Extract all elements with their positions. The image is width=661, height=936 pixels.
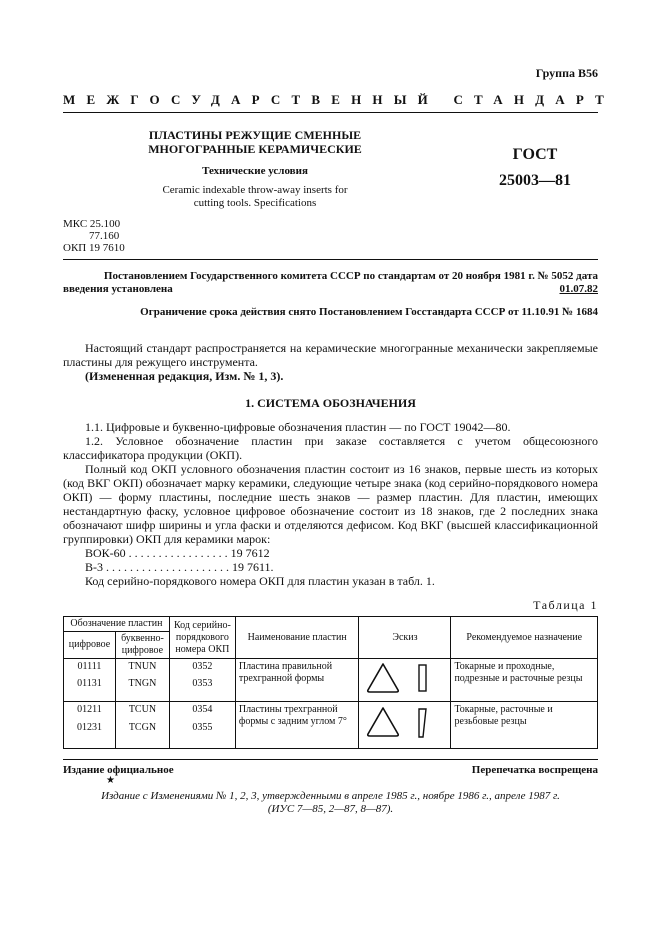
section-1-title: 1. СИСТЕМА ОБОЗНАЧЕНИЯ (245, 396, 416, 410)
th-alpha: буквенно-цифровое (115, 632, 169, 659)
validity-limit-note: Ограничение срока действия снято Постановлением Госстандарта СССР от 11.10.91 № 1684 (140, 306, 598, 318)
edition-note-line-2: (ИУС 7—85, 2—87, 8—87). (267, 803, 394, 815)
cell-code: 0352 (169, 659, 235, 676)
footer-rule (63, 759, 598, 760)
section-1-p1: 1.1. Цифровые и буквенно-цифровые обозначения пластин — по ГОСТ 19042—80. (85, 420, 511, 434)
classification-codes (63, 218, 125, 254)
mks-code: МКС 25.100 (63, 218, 121, 230)
section-1-p2: 1.2. Условное обозначение пластин при заказе составляется с учетом общесоюзного классификатора продукции (ОКП). (63, 434, 598, 462)
gost-number: 25003—81 (499, 172, 571, 189)
header-rule (63, 259, 598, 260)
cell-alpha: TNGN (115, 676, 169, 702)
cell-sketch (359, 659, 451, 702)
intro-text: Настоящий стандарт распространяется на керамические многогранные механически закрепляемые пластины для режущего инструмента. (63, 341, 598, 369)
english-title (110, 184, 400, 210)
top-rule (63, 112, 598, 113)
cell-code: 0354 (169, 702, 235, 720)
decree-text (63, 270, 598, 296)
cell-digital: 01211 (64, 702, 116, 720)
triangle-clearance-insert-sketch-icon (363, 704, 447, 742)
grade-vok60: ВОК-60 . . . . . . . . . . . . . . . . . 19 7612 (85, 546, 270, 560)
cell-name: Пластины трехгранной формы с задним углом 7° (235, 702, 359, 749)
intro-paragraph (63, 341, 598, 383)
edition-note-line-1: Издание с Изменениями № 1, 2, 3, утвержденными в апреле 1985 г., ноябре 1986 г., апреле 1987 г. (101, 790, 560, 802)
section-1-p3: Полный код ОКП условного обозначения пластин состоит из 16 знаков, первые шесть из которых (код ВКГ ОКП) обозначает марку керамики, следующие четыре знака (код серийно-порядкового номера ОКП) — форму пластины, последние шесть знаков — размер пластин. Для пластин, имеющих нестандартную фаску, условное цифровое обозначение состоит из 18 знаков, где 2 последних знака обозначают шифр ширины и угла фаски и отделяются дефисом. Код ВКГ (высшей классификационной группировки) ОКП для керамики марок: (63, 462, 598, 546)
gost-block (470, 142, 600, 194)
decree-line-2: введения установлена (63, 283, 173, 295)
title-line-2: МНОГОГРАННЫЕ КЕРАМИЧЕСКИЕ (148, 142, 362, 156)
cell-sketch (359, 702, 451, 749)
table-1-caption: Таблица 1 (533, 598, 598, 612)
decree-line-1: Постановлением Государственного комитета СССР по стандартам от 20 ноября 1981 г. № 5052 дата (103, 270, 598, 282)
table-1 (63, 616, 598, 749)
cell-name: Пластина правильной трехгранной формы (235, 659, 359, 702)
cell-alpha: TCUN (115, 702, 169, 720)
cell-digital: 01131 (64, 676, 116, 702)
english-title-line-1: Ceramic indexable throw-away inserts for (162, 184, 348, 196)
official-edition-label: Издание официальное (63, 764, 174, 776)
cell-digital: 01111 (64, 659, 116, 676)
th-name: Наименование пластин (235, 617, 359, 659)
gost-label: ГОСТ (512, 146, 558, 163)
edition-note (63, 790, 598, 816)
mks-code-2: 77.160 (89, 230, 120, 242)
th-digital: цифровое (64, 632, 116, 659)
star-icon: ★ (106, 775, 115, 786)
cell-code: 0353 (169, 676, 235, 702)
th-code: Код серийно-порядкового номера ОКП (169, 617, 235, 659)
cell-alpha: TNUN (115, 659, 169, 676)
th-designation: Обозначение пластин (64, 617, 170, 632)
section-1-p4: Код серийно-порядкового номера ОКП для пластин указан в табл. 1. (85, 574, 435, 588)
standard-kind-heading: МЕЖГОСУДАРСТВЕННЫЙ СТАНДАРТ (63, 92, 616, 107)
footer-line (63, 764, 598, 776)
title-line-1: ПЛАСТИНЫ РЕЖУЩИЕ СМЕННЫЕ (148, 128, 362, 142)
section-1-body (63, 420, 598, 588)
cell-use: Токарные и проходные, подрезные и расточные резцы (451, 659, 598, 702)
th-use: Рекомендуемое назначение (451, 617, 598, 659)
intro-edition: (Измененная редакция, Изм. № 1, 3). (85, 369, 284, 383)
cell-digital: 01231 (64, 720, 116, 749)
th-sketch: Эскиз (359, 617, 451, 659)
reprint-prohibited-label: Перепечатка воспрещена (471, 764, 598, 776)
english-title-line-2: cutting tools. Specifications (193, 197, 317, 209)
triangle-insert-sketch-icon (363, 661, 447, 695)
group-code: Группа В56 (535, 66, 598, 80)
cell-code: 0355 (169, 720, 235, 749)
grade-v3: В-3 . . . . . . . . . . . . . . . . . . . . . 19 7611. (85, 560, 274, 574)
cell-alpha: TCGN (115, 720, 169, 749)
introduction-date: 01.07.82 (559, 283, 598, 295)
document-title (110, 128, 400, 156)
document-subtitle: Технические условия (202, 165, 308, 177)
okp-code: ОКП 19 7610 (63, 242, 125, 254)
cell-use: Токарные, расточные и резьбовые резцы (451, 702, 598, 749)
